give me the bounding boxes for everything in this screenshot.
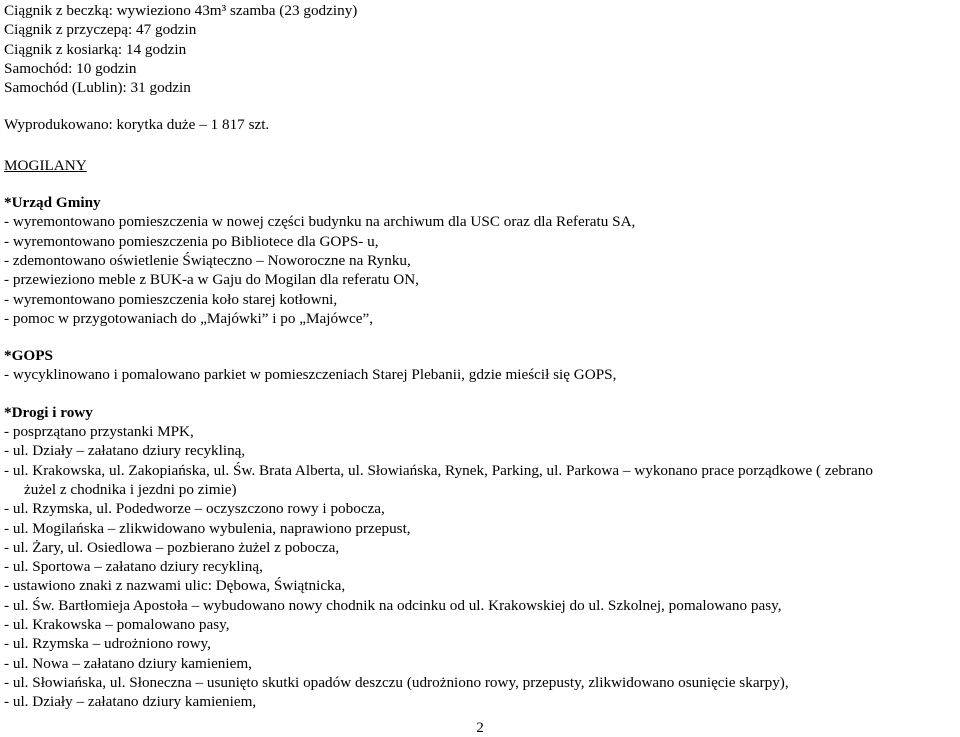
section-title-urzad: *Urząd Gminy: [4, 194, 101, 212]
list-item: - wyremontowano pomieszczenia koło starej kotłowni,: [4, 290, 338, 308]
list-item: - wycyklinowano i pomalowano parkiet w pomieszczeniach Starej Plebanii, gdzie mieścił się GOPS,: [4, 366, 617, 384]
list-item: - ul. Rzymska, ul. Podedworze – oczyszczono rowy i pobocza,: [4, 500, 385, 518]
spacer: [4, 175, 958, 193]
list-item-continuation: żużel z chodnika i jezdni po zimie): [24, 480, 237, 498]
spacer: [4, 135, 958, 156]
list-item: - ul. Żary, ul. Osiedlowa – pozbierano żużel z pobocza,: [4, 538, 340, 556]
list-item: - wyremontowano pomieszczenia w nowej części budynku na archiwum dla USC oraz dla Referatu SA,: [4, 213, 636, 231]
list-item: - ul. Sportowa – załatano dziury recykliną,: [4, 558, 263, 576]
intro-line: Ciągnik z beczką: wywieziono 43m³ szamba (23 godziny): [4, 2, 358, 19]
list-item: - ustawiono znaki z nazwami ulic: Dębowa, Świątnicka,: [4, 577, 346, 595]
list-item: - ul. Rzymska – udrożniono rowy,: [4, 635, 211, 653]
list-item: - wyremontowano pomieszczenia po Bibliotece dla GOPS- u,: [4, 232, 379, 250]
spacer: [4, 385, 958, 403]
list-item: - ul. Działy – załatano dziury kamieniem,: [4, 693, 257, 711]
document-page: [4, 0, 958, 712]
list-item: - przewieziono meble z BUK-a w Gaju do Mogilan dla referatu ON,: [4, 271, 419, 289]
location-heading: MOGILANY: [4, 156, 87, 174]
list-item: - ul. Nowa – załatano dziury kamieniem,: [4, 654, 252, 672]
list-item: - zdemontowano oświetlenie Świąteczno – Noworoczne na Rynku,: [4, 251, 411, 269]
section-title-drogi: *Drogi i rowy: [4, 403, 93, 421]
production-line: Wyprodukowano: korytka duże – 1 817 szt.: [4, 116, 270, 134]
list-item: - pomoc w przygotowaniach do „Majówki” i po „Majówce”,: [4, 309, 374, 327]
list-item: - ul. Działy – załatano dziury recykliną,: [4, 442, 246, 460]
section-title-gops: *GOPS: [4, 347, 53, 365]
intro-line: Ciągnik z przyczepą: 47 godzin: [4, 21, 197, 39]
list-item: - ul. Krakowska – pomalowano pasy,: [4, 616, 230, 634]
page-number: 2: [476, 719, 484, 736]
list-item: - ul. Św. Bartłomieja Apostoła – wybudowano nowy chodnik na odcinku od ul. Krakowskiej do ul. Szkolnej, pomalowano pasy,: [4, 596, 782, 614]
list-item: - ul. Słowiańska, ul. Słoneczna – usunięto skutki opadów deszczu (udrożniono rowy, przepusty, zlikwidowano osunięcie skarpy),: [4, 673, 789, 691]
spacer: [4, 328, 958, 346]
list-item: - posprzątano przystanki MPK,: [4, 423, 194, 441]
list-item: - ul. Krakowska, ul. Zakopiańska, ul. Św. Brata Alberta, ul. Słowiańska, Rynek, Parking, ul. Parkowa – wykonano prace porządkowe ( zebrano: [4, 461, 873, 479]
spacer: [4, 97, 958, 115]
intro-line: Samochód: 10 godzin: [4, 59, 137, 77]
intro-line: Samochód (Lublin): 31 godzin: [4, 79, 191, 97]
list-item: - ul. Mogilańska – zlikwidowano wybulenia, naprawiono przepust,: [4, 519, 411, 537]
intro-line: Ciągnik z kosiarką: 14 godzin: [4, 40, 187, 58]
